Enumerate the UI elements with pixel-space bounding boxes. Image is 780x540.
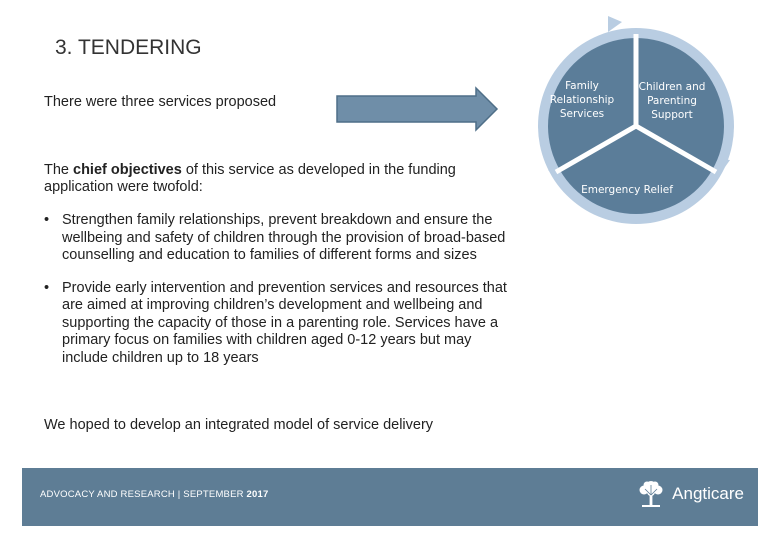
list-item: • Provide early intervention and prevention services and resources that are aimed at improving children’s development and wellbeing and supporting the capacity of those in a parenting role. Services have a primary focus on families with children aged 0-12 years but may include children up to 18 years	[44, 279, 507, 366]
segment-label-children-parenting: Children and Parenting Support	[638, 81, 706, 121]
objectives-text: The chief objectives of this service as developed in the funding application were twofold:	[44, 162, 456, 195]
objectives-emphasis: chief objectives	[73, 162, 182, 178]
list-item: • Strengthen family relationships, prevent breakdown and ensure the wellbeing and safety of children through the provision of broad-based counselling and education to families of different forms and sizes	[44, 212, 506, 263]
footer-text: ADVOCACY AND RESEARCH | SEPTEMBER 2017	[40, 489, 269, 500]
right-arrow-icon	[336, 86, 500, 132]
bullet-mark: •	[44, 212, 50, 228]
objectives-list	[44, 212, 514, 382]
footer-bar	[22, 468, 758, 526]
cycle-graphic	[536, 12, 736, 242]
service-cycle-diagram	[536, 12, 736, 242]
angticare-logo	[634, 477, 744, 511]
closing-text: We hoped to develop an integrated model of service delivery	[44, 417, 434, 433]
slide-title: 3. TENDERING	[55, 36, 202, 59]
segment-label-emergency-relief: Emergency Relief	[581, 184, 673, 196]
segment-label-family-relationship: Family Relationship Services	[549, 80, 615, 120]
tree-logo-icon	[634, 477, 668, 511]
bullet-mark: •	[44, 279, 50, 296]
intro-text: There were three services proposed	[44, 94, 277, 110]
logo-wordmark: Angticare	[672, 484, 744, 503]
